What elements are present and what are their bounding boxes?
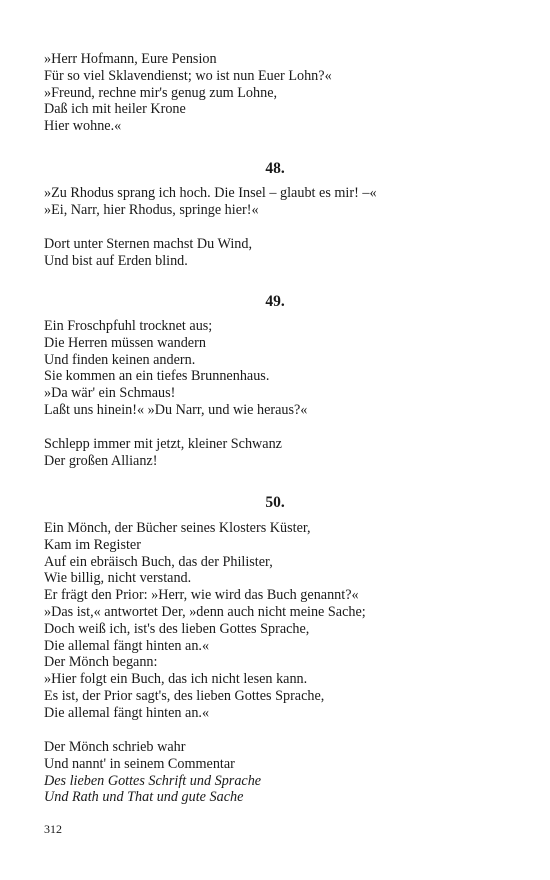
page-number: 312 xyxy=(44,822,62,836)
verse-line: Und nannt' in seinem Commentar xyxy=(44,755,235,772)
verse-line: »Das ist,« antwortet Der, »denn auch nicht meine Sache; xyxy=(44,603,366,620)
verse-line: Kam im Register xyxy=(44,536,141,553)
verse-line-italic: Und Rath und That und gute Sache xyxy=(44,789,244,806)
verse-line: Die allemal fängt hinten an.« xyxy=(44,637,210,654)
verse-line: Dort unter Sternen machst Du Wind, xyxy=(44,236,252,252)
verse-line: Die Herren müssen wandern xyxy=(44,334,206,351)
verse-line: Der Mönch begann: xyxy=(44,654,158,671)
poem-stanza xyxy=(44,739,504,806)
verse-line: Es ist, der Prior sagt's, des lieben Gottes Sprache, xyxy=(44,687,325,704)
verse-line: Auf ein ebräisch Buch, das der Philister, xyxy=(44,553,273,570)
verse-line: »Zu Rhodus sprang ich hoch. Die Insel – glaubt es mir! –« xyxy=(44,185,377,201)
verse-line: Wie billig, nicht verstand. xyxy=(44,570,192,587)
verse-line: Laßt uns hinein!« »Du Narr, und wie heraus?« xyxy=(44,401,308,418)
poem-stanza xyxy=(44,436,504,470)
poem-stanza xyxy=(44,318,504,419)
verse-line: Daß ich mit heiler Krone xyxy=(44,101,186,118)
verse-line: Der großen Allianz! xyxy=(44,452,158,469)
verse-line: Die allemal fängt hinten an.« xyxy=(44,704,210,721)
poem-stanza xyxy=(44,185,504,219)
verse-line: Ein Mönch, der Bücher seines Klosters Küster, xyxy=(44,520,311,536)
verse-line: Für so viel Sklavendienst; wo ist nun Euer Lohn?« xyxy=(44,67,332,84)
poem-number-heading: 50. xyxy=(265,494,285,511)
poem-number-heading: 48. xyxy=(265,160,285,177)
poem-stanza xyxy=(44,236,504,270)
verse-line: »Ei, Narr, hier Rhodus, springe hier!« xyxy=(44,201,259,218)
verse-line: Sie kommen an ein tiefes Brunnenhaus. xyxy=(44,368,270,385)
verse-line: Der Mönch schrieb wahr xyxy=(44,739,186,755)
verse-line: Und finden keinen andern. xyxy=(44,351,196,368)
poem-stanza xyxy=(44,51,504,135)
verse-line: Hier wohne.« xyxy=(44,118,122,135)
verse-line: »Freund, rechne mir's genug zum Lohne, xyxy=(44,84,278,101)
verse-line: »Herr Hofmann, Eure Pension xyxy=(44,51,217,67)
verse-line: »Hier folgt ein Buch, das ich nicht lesen kann. xyxy=(44,671,308,688)
poem-stanza xyxy=(44,520,504,722)
verse-line: Schlepp immer mit jetzt, kleiner Schwanz xyxy=(44,436,282,452)
verse-line-italic: Des lieben Gottes Schrift und Sprache xyxy=(44,772,262,789)
verse-line: Er frägt den Prior: »Herr, wie wird das Buch genannt?« xyxy=(44,587,359,604)
verse-line: Ein Froschpfuhl trocknet aus; xyxy=(44,318,213,334)
verse-line: »Da wär' ein Schmaus! xyxy=(44,385,176,402)
verse-line: Doch weiß ich, ist's des lieben Gottes Sprache, xyxy=(44,620,310,637)
verse-line: Und bist auf Erden blind. xyxy=(44,252,188,269)
poem-number-heading: 49. xyxy=(265,293,285,310)
